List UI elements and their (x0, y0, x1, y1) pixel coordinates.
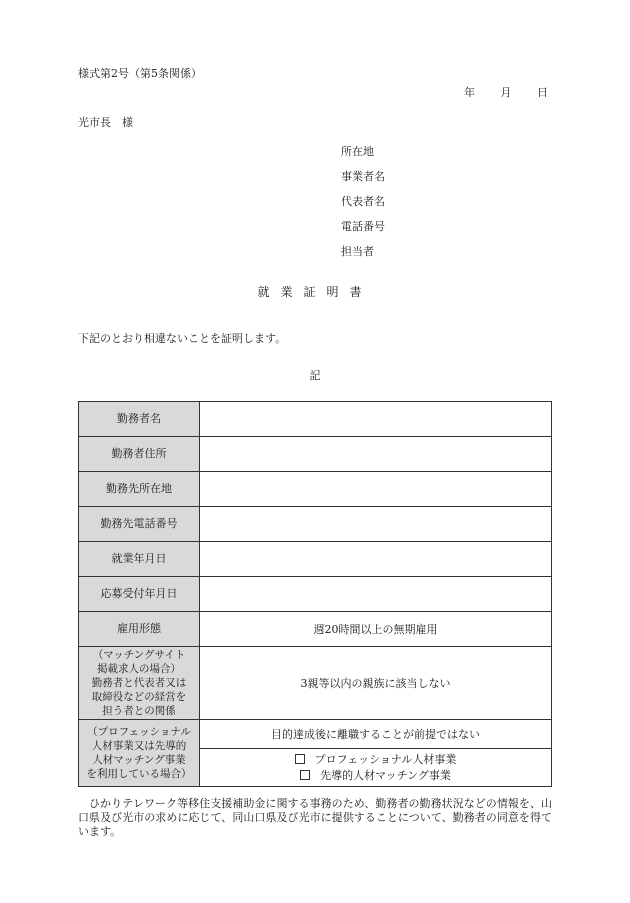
option-professional-talent[interactable]: プロフェッショナル人材事業 (200, 752, 551, 767)
consent-note: ひかりテレワーク等移住支援補助金に関する事務のため、勤務者の勤務状況などの情報を、山口県及び光市の求めに応じて、同山口県及び光市に提供することについて、勤務者の同意を得ています。 (78, 797, 552, 838)
table-row (79, 507, 552, 542)
table-row (79, 612, 552, 647)
document-title: 就業証明書 (257, 285, 373, 299)
table-row (79, 402, 552, 437)
application-date-cell[interactable] (200, 577, 552, 612)
field-address: 所在地 (341, 145, 374, 158)
field-business-name: 事業者名 (341, 170, 385, 183)
professional-options (200, 749, 552, 787)
date-year: 年 (464, 86, 475, 99)
workplace-address-cell[interactable] (200, 472, 552, 507)
employment-type-value: 週20時間以上の無期雇用 (200, 612, 552, 647)
checkbox-icon[interactable] (300, 770, 310, 780)
field-contact-person: 担当者 (341, 245, 374, 258)
certification-statement: 下記のとおり相違ないことを証明します。 (78, 332, 287, 345)
table-row (79, 542, 552, 577)
professional-value: 目的達成後に離職することが前提ではない (200, 720, 552, 749)
worker-address-cell[interactable] (200, 437, 552, 472)
addressee: 光市長 様 (78, 116, 133, 129)
relation-label: （マッチングサイト 掲載求人の場合） 勤務者と代表者又は 取締役などの経営を 担う者との関係 (79, 647, 200, 720)
row-label: 就業年月日 (79, 542, 200, 577)
option-leading-matching[interactable]: 先導的人材マッチング事業 (200, 768, 551, 783)
date-line (464, 84, 548, 100)
table-row (79, 720, 552, 749)
field-representative: 代表者名 (341, 195, 385, 208)
ki-heading: 記 (309, 369, 321, 382)
form-number: 様式第2号（第5条関係） (78, 67, 202, 80)
relation-value: 3親等以内の親族に該当しない (200, 647, 552, 720)
worker-name-cell[interactable] (200, 402, 552, 437)
date-month: 月 (500, 86, 512, 99)
date-day: 日 (537, 86, 548, 99)
row-label: 雇用形態 (79, 612, 200, 647)
employment-date-cell[interactable] (200, 542, 552, 577)
table-row (79, 577, 552, 612)
table-row (79, 472, 552, 507)
row-label: 勤務先電話番号 (79, 507, 200, 542)
table-row (79, 647, 552, 720)
row-label: 勤務先所在地 (79, 472, 200, 507)
employment-certificate-table (78, 401, 552, 787)
professional-label: （プロフェッショナル 人材事業又は先導的 人材マッチング事業 を利用している場合） (79, 720, 200, 787)
table-row (79, 437, 552, 472)
checkbox-icon[interactable] (295, 754, 305, 764)
workplace-phone-cell[interactable] (200, 507, 552, 542)
field-phone: 電話番号 (341, 220, 385, 233)
row-label: 勤務者住所 (79, 437, 200, 472)
row-label: 勤務者名 (79, 402, 200, 437)
row-label: 応募受付年月日 (79, 577, 200, 612)
